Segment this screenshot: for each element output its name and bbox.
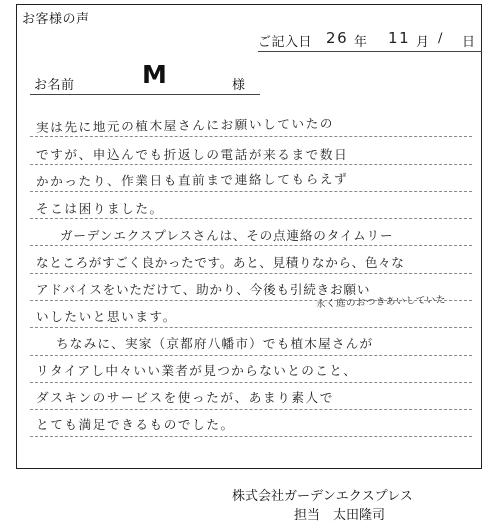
ruled-line <box>30 164 472 165</box>
date-year-value: 26 <box>326 29 349 47</box>
customer-initial: M <box>142 60 167 89</box>
letter-line: ガーデンエクスプレスさんは、その点連絡のタイムリー <box>60 228 394 243</box>
name-field <box>30 60 260 94</box>
ruled-line <box>30 218 472 219</box>
letter-line: ちなみに、実家（京都府八幡市）でも植木屋さんが <box>56 336 374 351</box>
name-honorific: 様 <box>232 78 246 93</box>
letter-line: リタイアし中々いい業者が見つからないとのこと、 <box>36 363 358 378</box>
letter-line: 実は先に地元の植木屋さんにお願いしていたの <box>35 115 335 135</box>
date-month-label: 月 <box>416 35 430 50</box>
name-underline <box>30 94 260 95</box>
margin-insertion: 永く庭のおつきあいしていた <box>315 294 447 310</box>
ruled-line <box>30 136 472 137</box>
ruled-line <box>30 355 472 356</box>
date-underline <box>258 51 482 52</box>
staff-name: 担当 太田隆司 <box>294 508 386 523</box>
letter-line: アドバイスをいただけて、助かり、今後も引続きお願い <box>36 282 371 297</box>
ruled-line <box>30 409 472 410</box>
form-heading: お客様の声 <box>22 12 90 27</box>
ruled-line <box>30 273 472 274</box>
letter-line: ですが、申込んでも折返しの電話が来るまで数日 <box>36 147 349 162</box>
letter-line: とても満足できるものでした。 <box>36 417 235 432</box>
letter-line: ダスキンのサービスを使ったが、あまり素人で <box>36 390 334 405</box>
ruled-line <box>30 382 472 383</box>
date-year-label: 年 <box>354 35 368 50</box>
date-prefix: ご記入日 <box>258 35 313 50</box>
letter-line: いしたいと思います。 <box>36 309 177 324</box>
company-name: 株式会社ガーデンエクスプレス <box>232 489 413 504</box>
ruled-line <box>30 245 472 246</box>
date-field <box>258 31 482 51</box>
letter-line: なところがすごく良かったです。あと、見積りなから、色々な <box>36 255 405 270</box>
letter-line: かかったり、作業日も直前まで連絡してもらえず <box>35 171 349 189</box>
date-month-value: 11 <box>388 29 411 47</box>
date-day-label: 日 <box>462 35 476 50</box>
letter-line: そこは困りました。 <box>36 201 164 216</box>
ruled-line <box>30 191 472 192</box>
ruled-line <box>30 436 472 437</box>
name-label: お名前 <box>34 78 75 93</box>
date-separator: / <box>438 31 443 46</box>
ruled-line <box>30 327 472 328</box>
